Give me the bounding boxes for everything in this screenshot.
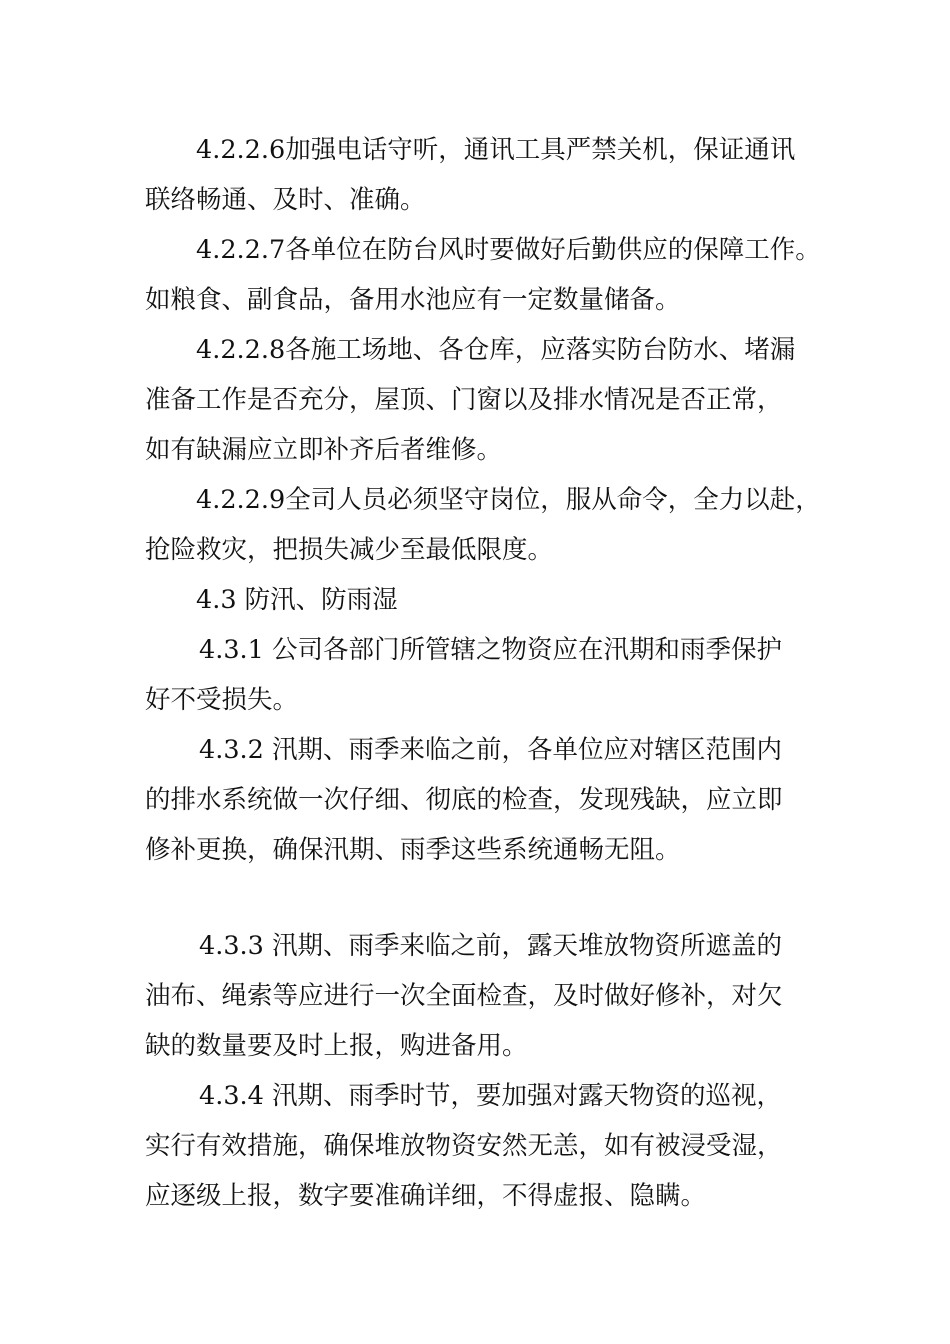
paragraph-4-3-2-line-2: 的排水系统做一次仔细、彻底的检查，发现残缺，应立即 xyxy=(145,785,783,815)
paragraph-4-3-2-line-3: 修补更换，确保汛期、雨季这些系统通畅无阻。 xyxy=(145,835,681,865)
paragraph-4-3-3-line-2: 油布、绳索等应进行一次全面检查，及时做好修补，对欠 xyxy=(145,981,783,1011)
paragraph-4-3-2-line-1: 4.3.2 汛期、雨季来临之前，各单位应对辖区范围内 xyxy=(199,735,782,765)
paragraph-4-2-2-6-line-2: 联络畅通、及时、准确。 xyxy=(145,185,426,215)
paragraph-4-2-2-7-line-2: 如粮食、副食品，备用水池应有一定数量储备。 xyxy=(145,285,681,315)
paragraph-4-3-1-line-2: 好不受损失。 xyxy=(145,685,299,715)
paragraph-4-3-1-line-1: 4.3.1 公司各部门所管辖之物资应在汛期和雨季保护 xyxy=(199,635,782,665)
paragraph-4-2-2-7-line-1: 4.2.2.7各单位在防台风时要做好后勤供应的保障工作。 xyxy=(196,235,821,265)
paragraph-4-2-2-8-line-2: 准备工作是否充分，屋顶、门窗以及排水情况是否正常， xyxy=(145,385,783,415)
section-heading-4-3: 4.3 防汛、防雨湿 xyxy=(196,585,398,615)
paragraph-4-2-2-6-line-1: 4.2.2.6加强电话守听，通讯工具严禁关机，保证通讯 xyxy=(196,135,796,165)
paragraph-4-3-3-line-3: 缺的数量要及时上报，购进备用。 xyxy=(145,1031,528,1061)
paragraph-4-2-2-8-line-3: 如有缺漏应立即补齐后者维修。 xyxy=(145,435,503,465)
paragraph-4-2-2-9-line-2: 抢险救灾，把损失减少至最低限度。 xyxy=(145,535,554,565)
paragraph-4-3-4-line-2: 实行有效措施，确保堆放物资安然无恙，如有被浸受湿， xyxy=(145,1131,783,1161)
paragraph-4-3-4-line-3: 应逐级上报，数字要准确详细，不得虚报、隐瞒。 xyxy=(145,1181,707,1211)
paragraph-4-3-3-line-1: 4.3.3 汛期、雨季来临之前，露天堆放物资所遮盖的 xyxy=(199,931,782,961)
paragraph-4-2-2-8-line-1: 4.2.2.8各施工场地、各仓库，应落实防台防水、堵漏 xyxy=(196,335,796,365)
paragraph-4-2-2-9-line-1: 4.2.2.9全司人员必须坚守岗位，服从命令，全力以赴， xyxy=(196,485,821,515)
paragraph-4-3-4-line-1: 4.3.4 汛期、雨季时节，要加强对露天物资的巡视， xyxy=(199,1081,782,1111)
